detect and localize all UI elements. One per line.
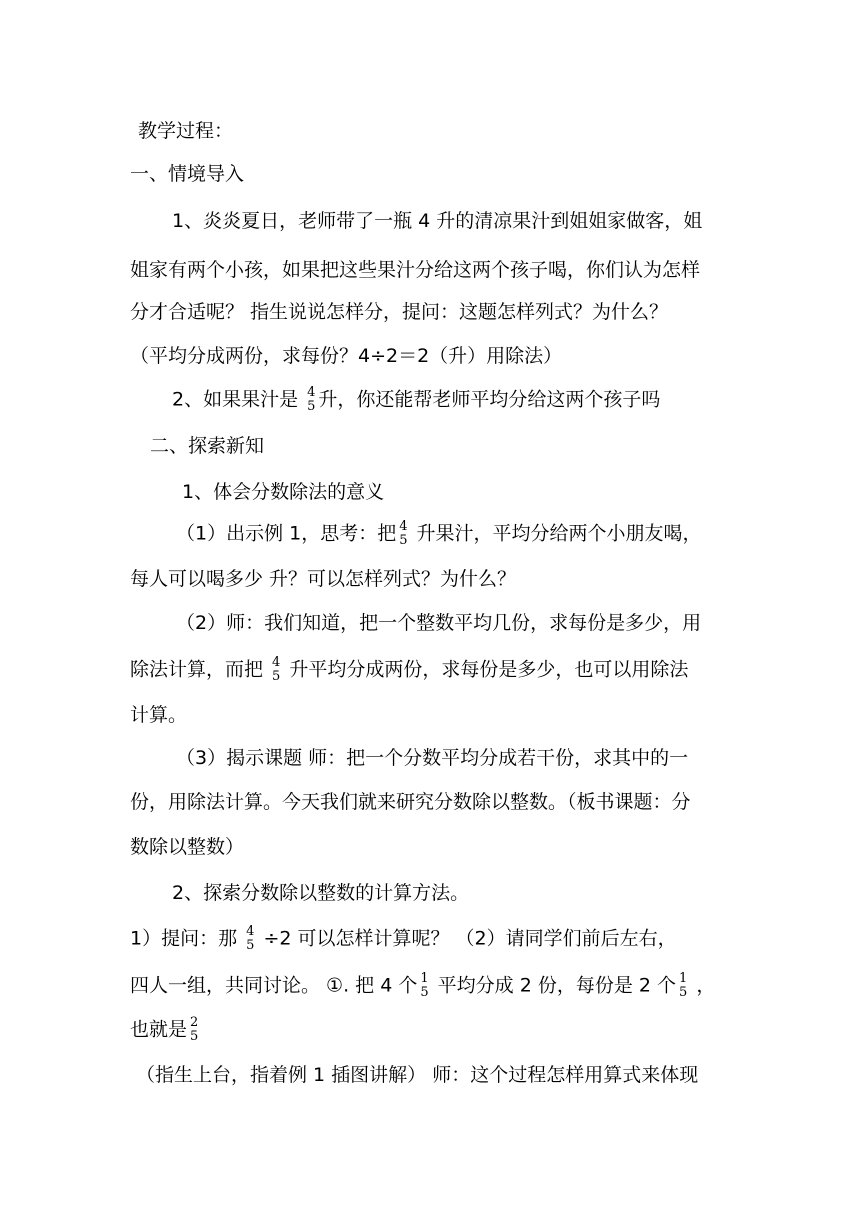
- fraction-denominator: 5: [272, 669, 281, 684]
- fraction-four-fifths: [398, 520, 408, 548]
- paragraph-line: [130, 925, 677, 953]
- paragraph-line: [176, 520, 702, 548]
- text-span: 也就是: [130, 1018, 188, 1041]
- text-span: （1）出示例 1，思考：把: [176, 522, 397, 545]
- fraction-numerator: 2: [190, 1015, 199, 1030]
- fraction-numerator: 4: [246, 924, 255, 939]
- paragraph-line: 分才合适呢？ 指生说说怎样分，提问：这题怎样列式？为什么？: [130, 301, 669, 323]
- paragraph-line: 计算。: [130, 704, 188, 726]
- paragraph-line: 1、炎炎夏日，老师带了一瓶 4 升的清凉果汁到姐姐家做客，姐: [172, 210, 703, 232]
- section-heading-2: 二、探索新知: [150, 435, 265, 457]
- paragraph-line: （2）师：我们知道，把一个整数平均几份，求每份是多少，用: [176, 612, 702, 634]
- fraction-two-fifths: [189, 1016, 199, 1044]
- fraction-numerator: 4: [399, 519, 408, 534]
- paragraph-line: （平均分成两份，求每份？4÷2＝2（升）用除法）: [130, 345, 563, 367]
- paragraph-line: [172, 386, 660, 414]
- fraction-denominator: 5: [399, 533, 408, 548]
- fraction-four-fifths: [271, 656, 281, 684]
- fraction-numerator: 4: [307, 385, 316, 400]
- fraction-denominator: 5: [246, 938, 255, 953]
- paragraph-line: [130, 972, 715, 1000]
- fraction-four-fifths: [245, 925, 255, 953]
- text-span: ÷2 可以怎样计算呢？ （2）请同学们前后左右，: [257, 927, 677, 950]
- paragraph-line: 每人可以喝多少 升？可以怎样列式？为什么？: [130, 568, 517, 590]
- fraction-numerator: 1: [679, 971, 688, 986]
- fraction-denominator: 5: [190, 1029, 199, 1044]
- fraction-denominator: 5: [307, 399, 316, 414]
- text-span: 升平均分成两份，求每份是多少，也可以用除法: [283, 658, 689, 681]
- paragraph-line: 份，用除法计算。今天我们就来研究分数除以整数。（板书课题：分: [130, 791, 691, 813]
- fraction-one-fifth: [678, 972, 688, 1000]
- fraction-denominator: 5: [679, 985, 688, 1000]
- text-span: ，: [690, 974, 716, 997]
- section-heading-teaching-process: 教学过程：: [138, 120, 234, 142]
- fraction-denominator: 5: [420, 985, 429, 1000]
- fraction-one-fifth: [419, 972, 429, 1000]
- paragraph-line: 姐家有两个小孩，如果把这些果汁分给这两个孩子喝，你们认为怎样: [130, 259, 701, 281]
- paragraph-line: [130, 1016, 201, 1044]
- text-span: 四人一组，共同讨论。 ①. 把 4 个: [130, 974, 418, 997]
- paragraph-line: 数除以整数）: [130, 836, 245, 858]
- text-span: 平均分成 2 份，每份是 2 个: [431, 974, 676, 997]
- subsection-heading: 2、探索分数除以整数的计算方法。: [172, 882, 470, 904]
- fraction-numerator: 4: [272, 655, 281, 670]
- paragraph-line: （指生上台，指着例 1 插图讲解） 师：这个过程怎样用算式来体现: [136, 1064, 699, 1086]
- section-heading-1: 一、情境导入: [130, 163, 245, 185]
- paragraph-line: [130, 656, 688, 684]
- text-span: 升果汁，平均分给两个小朋友喝，: [410, 522, 702, 545]
- text-span: 除法计算，而把: [130, 658, 270, 681]
- fraction-four-fifths: [306, 386, 316, 414]
- fraction-numerator: 1: [420, 971, 429, 986]
- paragraph-line: （3）揭示课题 师：把一个分数平均分成若干份，求其中的一: [176, 747, 689, 769]
- text-span: 2、如果果汁是: [172, 388, 305, 411]
- subsection-heading: 1、体会分数除法的意义: [182, 481, 385, 503]
- text-span: 1）提问：那: [130, 927, 244, 950]
- text-span: 升，你还能帮老师平均分给这两个孩子吗: [318, 388, 661, 411]
